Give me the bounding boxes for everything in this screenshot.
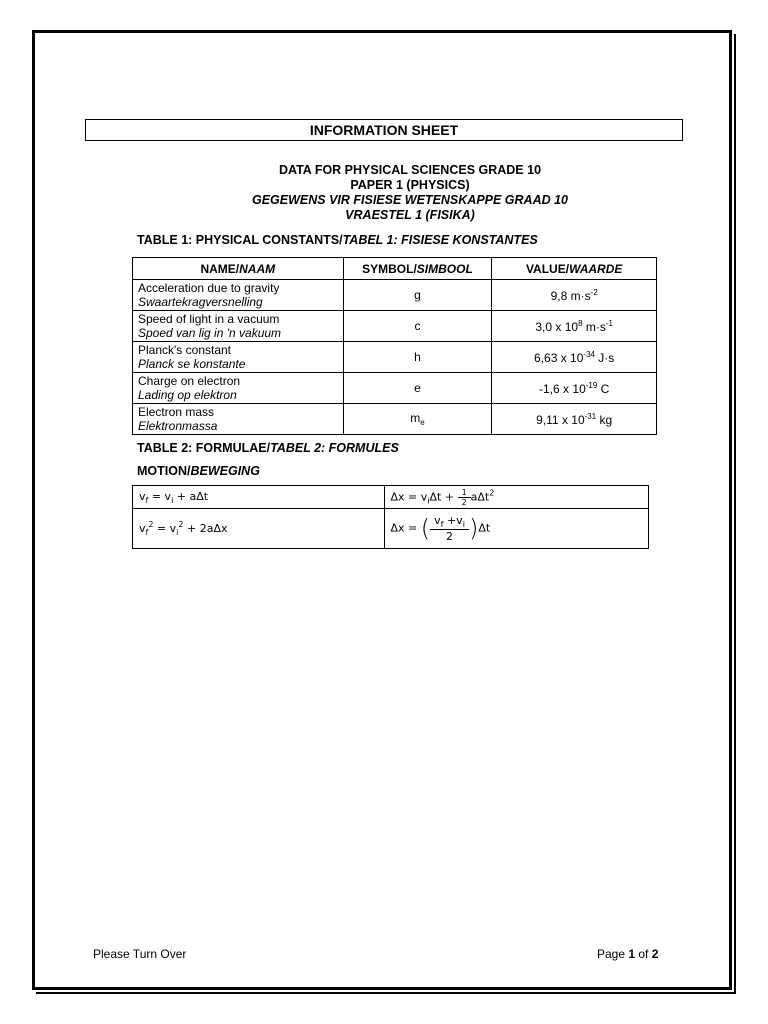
formula-row <box>133 509 649 549</box>
table1-title-af: TABEL 1: FISIESE KONSTANTES <box>342 233 538 247</box>
constant-name: Electron mass Elektronmassa <box>133 404 344 435</box>
heading-line-4: VRAESTEL 1 (FISIKA) <box>345 208 475 222</box>
table-header-row <box>133 258 657 280</box>
constant-name: Charge on electron Lading op elektron <box>133 373 344 404</box>
constant-value: 9,11 x $10^{-31}$ kg <box>492 404 657 435</box>
constant-name: Planck's constant Planck se konstante <box>133 342 344 373</box>
motion-title-en: MOTION/ <box>137 464 191 478</box>
formula-dx-average: Δx = ( $\frac{v_f +v_i}{2}$ )Δt <box>384 509 649 549</box>
table-row <box>133 311 657 342</box>
formula-dx-accel: $\Delta x = v_i\Delta t$ + $\frac{1}{2}$ aΔt$^2$ <box>384 486 649 509</box>
header-value: VALUE/WAARDE <box>492 258 657 280</box>
motion-title-af: BEWEGING <box>190 464 260 478</box>
constant-value: 9,8 $m\cdot s^{-2}$ <box>492 280 657 311</box>
constant-symbol: e <box>343 373 492 404</box>
document-heading <box>150 163 670 223</box>
constant-value: 3,0 x $10^8$ $m\cdot s^{-1}$ <box>492 311 657 342</box>
formula-vf-squared: $v_f^2 = v_i^2 + 2a\Delta x$ <box>133 509 385 549</box>
info-sheet-text: INFORMATION SHEET <box>309 122 459 138</box>
constant-symbol: g <box>343 280 492 311</box>
table-row <box>133 404 657 435</box>
constant-symbol: c <box>343 311 492 342</box>
formula-row <box>133 486 649 509</box>
constant-value: 6,63 x $10^{-34}$ J·s <box>492 342 657 373</box>
physical-constants-table <box>132 257 657 435</box>
footer-page-number: Page 1 of 2 <box>597 947 659 961</box>
table-row <box>133 280 657 311</box>
table1-title-en: TABLE 1: PHYSICAL CONSTANTS/ <box>137 233 343 247</box>
heading-line-3: GEGEWENS VIR FISIESE WETENSKAPPE GRAAD 10 <box>251 193 569 207</box>
motion-formulae-table <box>132 485 649 549</box>
heading-line-2: PAPER 1 (PHYSICS) <box>350 178 470 192</box>
footer-turn-over: Please Turn Over <box>93 947 187 961</box>
table-row <box>133 373 657 404</box>
information-sheet-title <box>85 119 683 141</box>
constant-name: Acceleration due to gravity Swaartekragversnelling <box>133 280 344 311</box>
formula-vf: $v_f = v_i + a\Delta t$ <box>133 486 385 509</box>
table2-title <box>137 441 399 455</box>
constant-name: Speed of light in a vacuum Spoed van lig in 'n vakuum <box>133 311 344 342</box>
table1-title <box>137 233 538 247</box>
constant-symbol: $m_e$ <box>343 404 492 435</box>
header-name: NAME/NAAM <box>133 258 344 280</box>
table-row <box>133 342 657 373</box>
constant-symbol: h <box>343 342 492 373</box>
header-symbol: SYMBOL/SIMBOOL <box>343 258 492 280</box>
table2-title-af: TABEL 2: FORMULES <box>270 441 399 455</box>
constant-value: -1,6 x $10^{-19}$ C <box>492 373 657 404</box>
table2-title-en: TABLE 2: FORMULAE/ <box>137 441 271 455</box>
motion-section-title <box>137 464 260 478</box>
heading-line-1: DATA FOR PHYSICAL SCIENCES GRADE 10 <box>278 163 542 177</box>
